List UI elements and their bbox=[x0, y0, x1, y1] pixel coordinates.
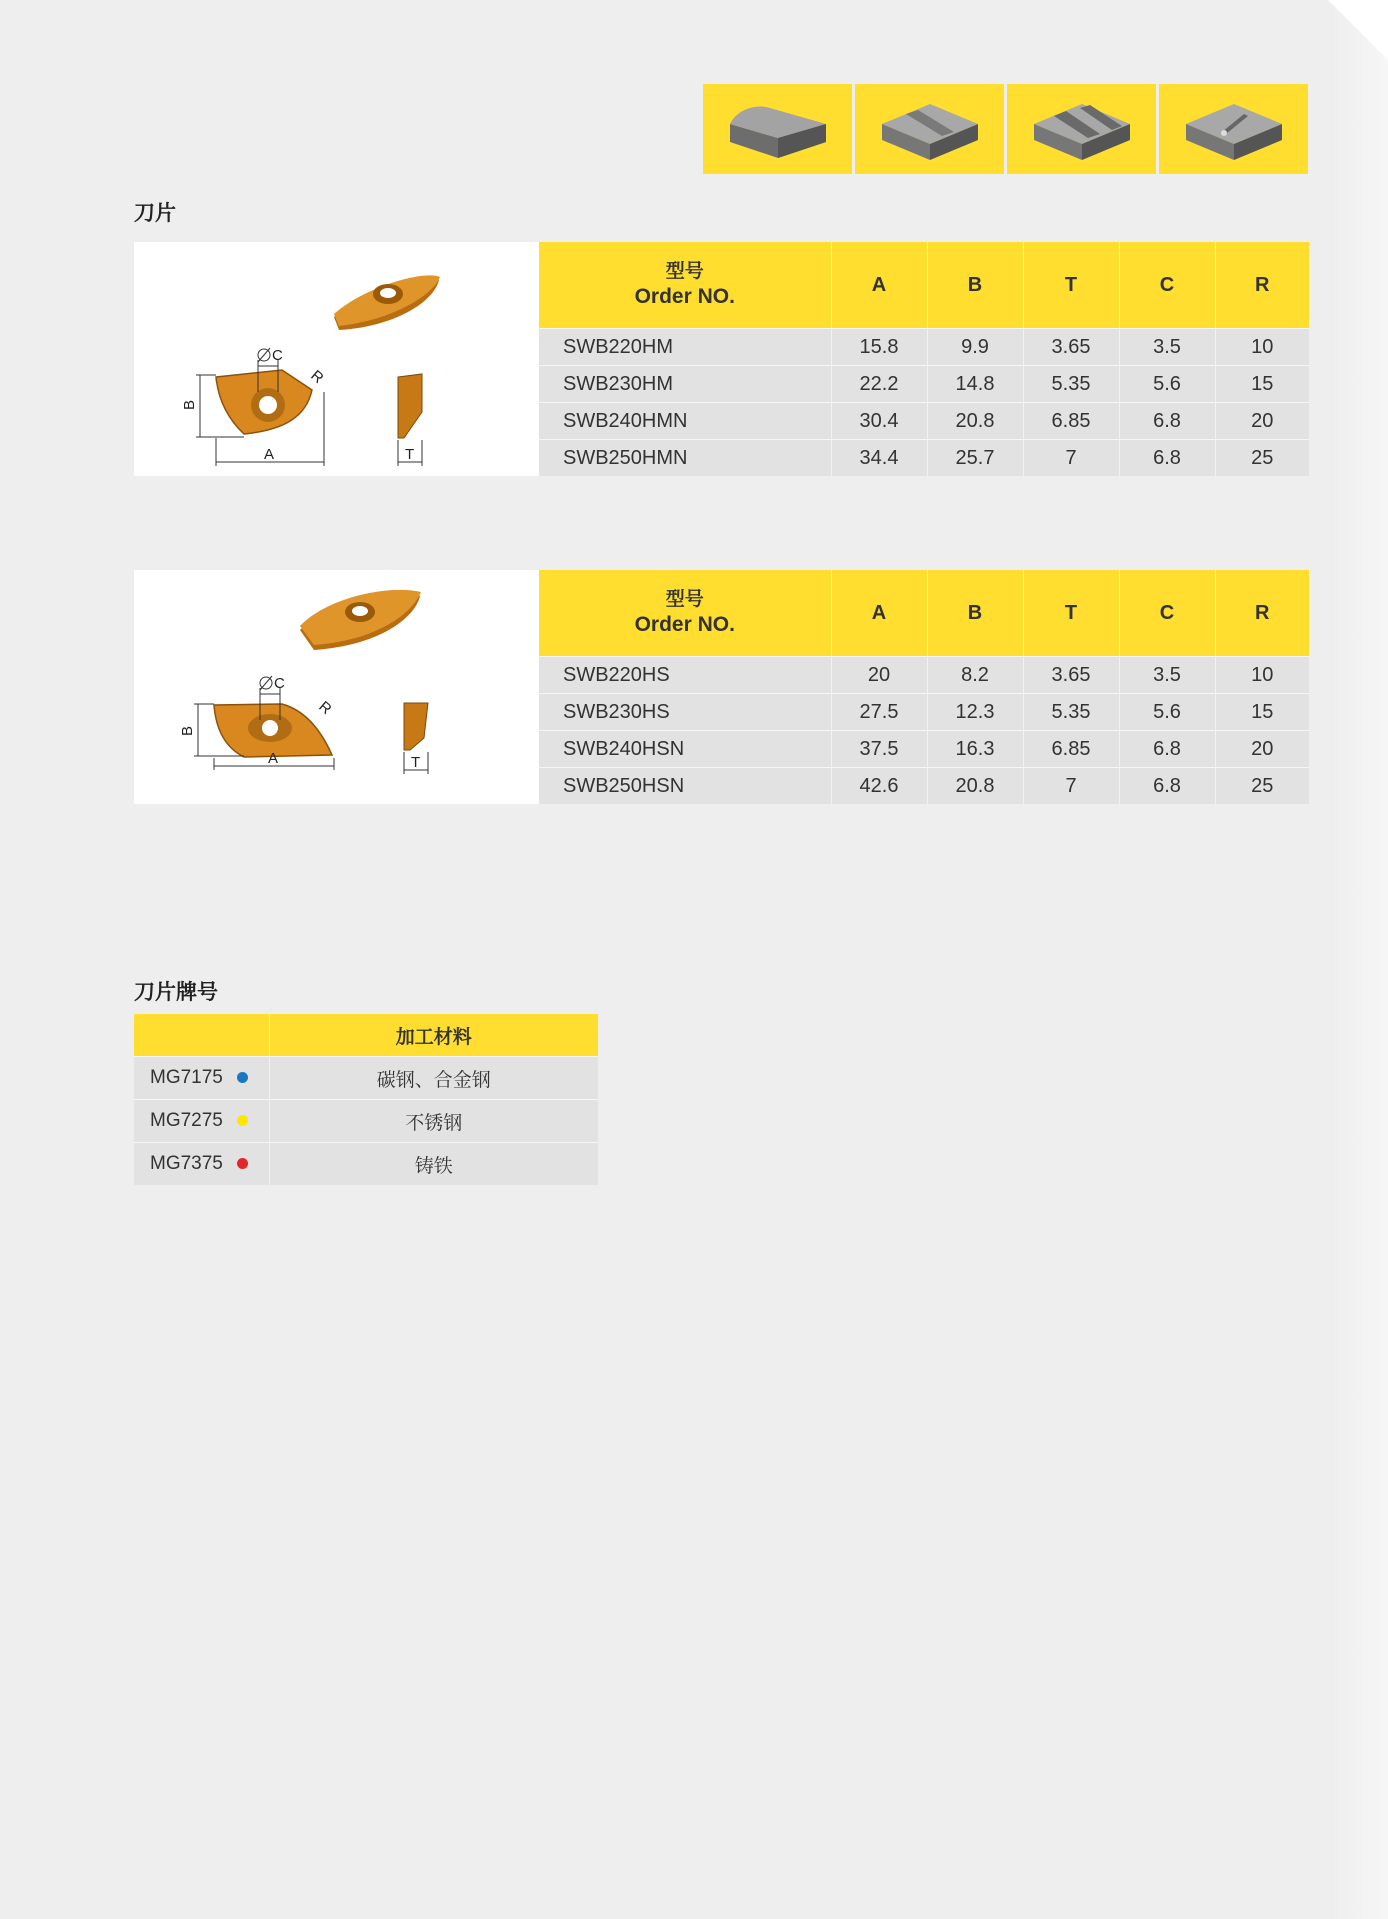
page-corner-fold bbox=[1328, 0, 1388, 60]
header-order-cn: 型号 bbox=[665, 261, 704, 282]
header-t: T bbox=[1023, 242, 1119, 329]
cell-r: 25 bbox=[1215, 440, 1309, 477]
section-title-grades: 刀片牌号 bbox=[134, 980, 218, 1004]
header-b: B bbox=[927, 570, 1023, 657]
cell-r: 10 bbox=[1215, 657, 1309, 694]
material-cell: 铸铁 bbox=[269, 1143, 598, 1186]
yellow-dot-icon bbox=[237, 1115, 248, 1126]
cell-c: 3.5 bbox=[1119, 329, 1215, 366]
cell-b: 8.2 bbox=[927, 657, 1023, 694]
grade-code: MG7175 bbox=[150, 1067, 223, 1088]
cell-t: 5.35 bbox=[1023, 366, 1119, 403]
grade-code: MG7375 bbox=[150, 1153, 223, 1174]
insert-block-hm bbox=[134, 242, 1309, 476]
material-cell: 不锈钢 bbox=[269, 1100, 598, 1143]
header-order-no bbox=[539, 242, 831, 329]
cell-c: 6.8 bbox=[1119, 403, 1215, 440]
cell-code: SWB250HMN bbox=[539, 440, 831, 477]
grades-header-blank bbox=[134, 1014, 269, 1057]
cell-t: 3.65 bbox=[1023, 329, 1119, 366]
cell-code: SWB230HS bbox=[539, 694, 831, 731]
cell-t: 6.85 bbox=[1023, 403, 1119, 440]
cell-code: SWB220HS bbox=[539, 657, 831, 694]
cell-b: 14.8 bbox=[927, 366, 1023, 403]
double-groove-block-icon bbox=[1007, 84, 1156, 174]
cell-a: 22.2 bbox=[831, 366, 927, 403]
dim-label-b: B bbox=[179, 725, 196, 736]
cell-a: 20 bbox=[831, 657, 927, 694]
header-a: A bbox=[831, 242, 927, 329]
cell-code: SWB230HM bbox=[539, 366, 831, 403]
single-groove-block-icon bbox=[855, 84, 1004, 174]
cell-b: 16.3 bbox=[927, 731, 1023, 768]
dim-label-r: R bbox=[315, 698, 335, 719]
header-a: A bbox=[831, 570, 927, 657]
cell-c: 5.6 bbox=[1119, 694, 1215, 731]
cell-code: SWB240HMN bbox=[539, 403, 831, 440]
header-b: B bbox=[927, 242, 1023, 329]
table-row bbox=[539, 403, 1309, 440]
cell-c: 6.8 bbox=[1119, 440, 1215, 477]
cell-a: 34.4 bbox=[831, 440, 927, 477]
insert-block-hs bbox=[134, 570, 1309, 804]
convex-top-insert-block-icon bbox=[703, 84, 852, 174]
dim-label-t: T bbox=[405, 446, 415, 463]
table-row bbox=[134, 1143, 598, 1186]
insert-diagram-hs bbox=[134, 570, 539, 804]
cell-a: 30.4 bbox=[831, 403, 927, 440]
dim-label-r: R bbox=[307, 367, 327, 388]
cell-t: 7 bbox=[1023, 768, 1119, 805]
insert-side-view-icon bbox=[398, 374, 422, 466]
cell-code: SWB220HM bbox=[539, 329, 831, 366]
feature-tiles bbox=[703, 84, 1308, 174]
table-row bbox=[134, 1057, 598, 1100]
cell-t: 6.85 bbox=[1023, 731, 1119, 768]
material-cell: 碳钢、合金钢 bbox=[269, 1057, 598, 1100]
cell-r: 25 bbox=[1215, 768, 1309, 805]
cell-t: 5.35 bbox=[1023, 694, 1119, 731]
cell-code: SWB250HSN bbox=[539, 768, 831, 805]
header-r: R bbox=[1215, 570, 1309, 657]
grade-cell bbox=[134, 1100, 269, 1143]
cell-a: 27.5 bbox=[831, 694, 927, 731]
dim-label-t: T bbox=[411, 754, 421, 771]
grades-table bbox=[134, 1014, 598, 1185]
cell-r: 15 bbox=[1215, 366, 1309, 403]
insert-3d-icon bbox=[334, 275, 440, 330]
spec-table-hm bbox=[539, 242, 1309, 476]
dim-label-c: C bbox=[274, 675, 285, 692]
table-row bbox=[539, 440, 1309, 477]
header-order-cn: 型号 bbox=[665, 589, 704, 610]
grade-cell bbox=[134, 1143, 269, 1186]
grades-header-material: 加工材料 bbox=[269, 1014, 598, 1057]
cell-c: 5.6 bbox=[1119, 366, 1215, 403]
grade-code: MG7275 bbox=[150, 1110, 223, 1131]
table-row bbox=[539, 768, 1309, 805]
table-row bbox=[539, 731, 1309, 768]
table-row bbox=[134, 1100, 598, 1143]
cell-r: 15 bbox=[1215, 694, 1309, 731]
insert-3d-icon bbox=[300, 590, 421, 650]
red-dot-icon bbox=[237, 1158, 248, 1169]
header-c: C bbox=[1119, 570, 1215, 657]
header-c: C bbox=[1119, 242, 1215, 329]
cell-a: 15.8 bbox=[831, 329, 927, 366]
cell-b: 20.8 bbox=[927, 403, 1023, 440]
header-order-en: Order NO. bbox=[634, 285, 735, 308]
cell-code: SWB240HSN bbox=[539, 731, 831, 768]
insert-side-view-icon bbox=[404, 703, 428, 774]
blue-dot-icon bbox=[237, 1072, 248, 1083]
spec-table-hs bbox=[539, 570, 1309, 804]
cell-b: 9.9 bbox=[927, 329, 1023, 366]
header-order-no bbox=[539, 570, 831, 657]
cell-r: 10 bbox=[1215, 329, 1309, 366]
cell-c: 6.8 bbox=[1119, 731, 1215, 768]
dim-label-b: B bbox=[181, 399, 198, 410]
cell-t: 3.65 bbox=[1023, 657, 1119, 694]
table-row bbox=[539, 694, 1309, 731]
dim-label-c: C bbox=[272, 347, 283, 364]
cell-c: 3.5 bbox=[1119, 657, 1215, 694]
grade-cell bbox=[134, 1057, 269, 1100]
insert-top-view-icon bbox=[181, 347, 327, 466]
cell-a: 37.5 bbox=[831, 731, 927, 768]
insert-top-view-icon bbox=[179, 675, 335, 770]
header-t: T bbox=[1023, 570, 1119, 657]
header-r: R bbox=[1215, 242, 1309, 329]
cell-b: 12.3 bbox=[927, 694, 1023, 731]
cell-r: 20 bbox=[1215, 403, 1309, 440]
table-row bbox=[539, 366, 1309, 403]
section-title-inserts: 刀片 bbox=[134, 201, 176, 225]
header-order-en: Order NO. bbox=[634, 613, 735, 636]
dim-label-a: A bbox=[264, 446, 275, 463]
cell-b: 25.7 bbox=[927, 440, 1023, 477]
page-edge bbox=[1328, 0, 1388, 1919]
cell-r: 20 bbox=[1215, 731, 1309, 768]
table-row bbox=[539, 329, 1309, 366]
cell-c: 6.8 bbox=[1119, 768, 1215, 805]
slot-groove-block-icon bbox=[1159, 84, 1308, 174]
cell-b: 20.8 bbox=[927, 768, 1023, 805]
table-row bbox=[539, 657, 1309, 694]
cell-a: 42.6 bbox=[831, 768, 927, 805]
cell-t: 7 bbox=[1023, 440, 1119, 477]
insert-diagram-hm bbox=[134, 242, 539, 476]
dim-label-a: A bbox=[268, 750, 279, 767]
